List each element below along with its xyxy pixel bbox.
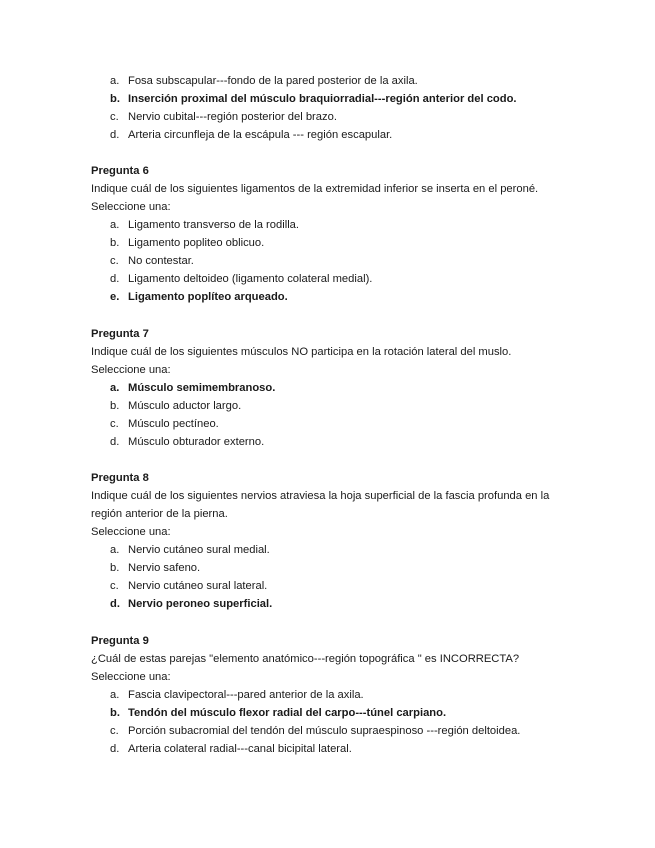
option-item [91,722,571,740]
question-text: ¿Cuál de estas parejas "elemento anatómico---región topográfica " es INCORRECTA? [91,653,520,665]
option-item [91,433,571,451]
option-item [91,108,571,126]
option-letter: a. [110,219,120,231]
option-item [91,126,571,144]
question-title: Pregunta 8 [91,472,149,484]
question-title: Pregunta 9 [91,635,149,647]
option-item [91,270,571,288]
option-text: Ligamento popliteo oblicuo. [128,237,265,249]
option-item [91,740,571,758]
option-item [91,559,571,577]
option-text: Nervio safeno. [128,562,201,574]
question-text: Indique cuál de los siguientes ligamentos de la extremidad inferior se inserta en el peroné. [91,183,539,195]
question-prompt: Seleccione una: [91,201,171,213]
option-text: Tendón del músculo flexor radial del carpo---túnel carpiano. [128,707,447,719]
option-letter: b. [110,562,120,574]
option-item [91,216,571,234]
option-text: Inserción proximal del músculo braquiorradial---región anterior del codo. [128,93,517,105]
option-text: Ligamento poplíteo arqueado. [128,291,288,303]
option-letter: b. [110,93,120,105]
option-item [91,397,571,415]
option-item-correct [91,379,571,397]
option-text: Nervio cutáneo sural medial. [128,544,270,556]
option-text: Músculo semimembranoso. [128,382,276,394]
question-text: Indique cuál de los siguientes músculos NO participa en la rotación lateral del muslo. [91,346,512,358]
option-text: Ligamento transverso de la rodilla. [128,219,300,231]
question-8 [91,469,571,613]
option-letter: b. [110,237,120,249]
option-text: Nervio peroneo superficial. [128,598,273,610]
question-7 [91,325,571,451]
option-letter: c. [110,255,119,267]
option-letter: d. [110,436,120,448]
option-item-correct [91,595,571,613]
option-letter: c. [110,418,119,430]
option-text: Porción subacromial del tendón del músculo supraespinoso ---región deltoidea. [128,725,521,737]
option-text: Fascia clavipectoral---pared anterior de la axila. [128,689,364,701]
question-text: Indique cuál de los siguientes nervios atraviesa la hoja superficial de la fascia profunda en la región anterior de la pierna. [91,490,550,520]
option-item [91,686,571,704]
option-letter: d. [110,273,120,285]
question-prompt: Seleccione una: [91,364,171,376]
option-letter: a. [110,689,120,701]
option-item [91,541,571,559]
option-letter: e. [110,291,120,303]
option-text: Arteria colateral radial---canal bicipital lateral. [128,743,352,755]
question-prompt: Seleccione una: [91,671,171,683]
option-item [91,577,571,595]
option-letter: c. [110,580,119,592]
option-item [91,252,571,270]
option-item-correct [91,288,571,306]
top-option-list [91,72,571,144]
option-letter: c. [110,111,119,123]
option-text: Fosa subscapular---fondo de la pared posterior de la axila. [128,75,418,87]
option-text: Músculo aductor largo. [128,400,242,412]
option-text: Nervio cubital---región posterior del brazo. [128,111,337,123]
option-item [91,234,571,252]
option-letter: a. [110,75,120,87]
question-9 [91,632,571,758]
option-text: Músculo obturador externo. [128,436,265,448]
option-item [91,415,571,433]
option-text: Ligamento deltoideo (ligamento colateral medial). [128,273,373,285]
option-letter: d. [110,598,120,610]
question-title: Pregunta 7 [91,328,149,340]
option-letter: b. [110,707,120,719]
question-6 [91,162,571,306]
option-text: Nervio cutáneo sural lateral. [128,580,268,592]
option-letter: a. [110,382,120,394]
question-title: Pregunta 6 [91,165,149,177]
option-item-correct [91,704,571,722]
option-letter: b. [110,400,120,412]
option-text: Arteria circunfleja de la escápula --- región escapular. [128,129,393,141]
question-prompt: Seleccione una: [91,526,171,538]
option-text: No contestar. [128,255,194,267]
option-letter: d. [110,129,120,141]
option-letter: a. [110,544,120,556]
option-text: Músculo pectíneo. [128,418,219,430]
option-letter: c. [110,725,119,737]
option-letter: d. [110,743,120,755]
option-item-correct [91,90,571,108]
option-item [91,72,571,90]
